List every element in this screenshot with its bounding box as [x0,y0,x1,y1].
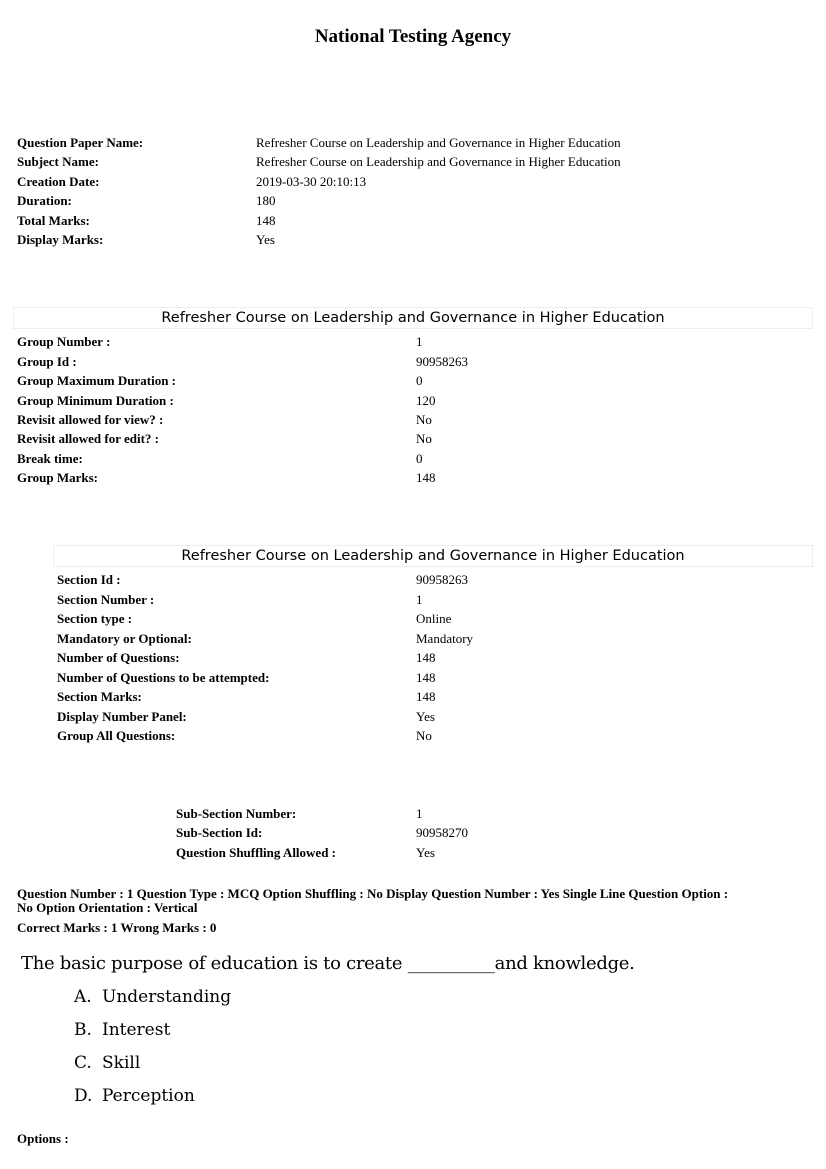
section-id-value: 90958263 [416,572,468,587]
question-meta-line2: No Option Orientation : Vertical [17,900,198,915]
group-min-duration-value: 120 [416,393,436,408]
subject-name-label: Subject Name: [17,154,99,169]
option-b [74,1020,170,1040]
revisit-edit-value: No [416,431,432,446]
total-marks-value: 148 [256,213,276,228]
section-type-label: Section type : [57,611,133,626]
shuffling-value: Yes [416,845,435,860]
group-id-value: 90958263 [416,354,468,369]
option-text: Interest [102,1020,171,1040]
creation-date-value: 2019-03-30 20:10:13 [256,174,367,189]
section-type-value: Online [416,611,452,626]
page-title: National Testing Agency [314,26,512,47]
option-d [74,1086,195,1106]
group-all-value: No [416,728,432,743]
subsection-number-label: Sub-Section Number: [176,806,297,821]
group-id-label: Group Id : [17,354,77,369]
option-letter: A. [74,987,92,1007]
group-marks-label: Group Marks: [17,470,99,485]
question-marks: Correct Marks : 1 Wrong Marks : 0 [17,920,217,935]
subsection-id-value: 90958270 [416,825,468,840]
group-number-label: Group Number : [17,334,111,349]
question-text: The basic purpose of education is to create __________and knowledge. [21,953,635,974]
option-text: Understanding [102,987,232,1007]
revisit-view-label: Revisit allowed for view? : [17,412,164,427]
subsection-id-label: Sub-Section Id: [176,825,263,840]
total-marks-label: Total Marks: [17,213,90,228]
num-attempted-label: Number of Questions to be attempted: [57,670,270,685]
option-c [74,1053,140,1073]
group-marks-value: 148 [416,470,436,485]
question-meta-line1: Question Number : 1 Question Type : MCQ Option Shuffling : No Display Question Number : Yes Single Line Question Option : [17,886,729,901]
display-marks-value: Yes [256,232,275,247]
section-marks-label: Section Marks: [57,689,142,704]
option-letter: B. [74,1020,92,1040]
duration-label: Duration: [17,193,72,208]
mandatory-label: Mandatory or Optional: [57,631,192,646]
options-label: Options : [17,1131,69,1146]
option-text: Perception [102,1086,195,1106]
option-letter: C. [74,1053,92,1073]
subject-name-value: Refresher Course on Leadership and Governance in Higher Education [256,154,621,169]
group-max-duration-label: Group Maximum Duration : [17,373,177,388]
subsection-number-value: 1 [416,806,423,821]
revisit-edit-label: Revisit allowed for edit? : [17,431,160,446]
group-max-duration-value: 0 [416,373,423,388]
number-panel-value: Yes [416,709,435,724]
section-marks-value: 148 [416,689,436,704]
group-all-label: Group All Questions: [57,728,176,743]
section-heading: Refresher Course on Leadership and Governance in Higher Education [53,545,813,567]
duration-value: 180 [256,193,276,208]
creation-date-label: Creation Date: [17,174,100,189]
num-attempted-value: 148 [416,670,436,685]
option-letter: D. [74,1086,93,1106]
group-number-value: 1 [416,334,423,349]
option-text: Skill [102,1053,141,1073]
paper-name-value: Refresher Course on Leadership and Governance in Higher Education [256,135,621,150]
mandatory-value: Mandatory [416,631,474,646]
option-a [74,987,231,1007]
break-time-label: Break time: [17,451,83,466]
num-questions-label: Number of Questions: [57,650,180,665]
shuffling-label: Question Shuffling Allowed : [176,845,337,860]
section-id-label: Section Id : [57,572,121,587]
display-marks-label: Display Marks: [17,232,104,247]
group-heading: Refresher Course on Leadership and Governance in Higher Education [13,307,813,329]
section-number-value: 1 [416,592,423,607]
break-time-value: 0 [416,451,423,466]
num-questions-value: 148 [416,650,436,665]
paper-name-label: Question Paper Name: [17,135,144,150]
section-number-label: Section Number : [57,592,155,607]
number-panel-label: Display Number Panel: [57,709,187,724]
group-min-duration-label: Group Minimum Duration : [17,393,174,408]
revisit-view-value: No [416,412,432,427]
